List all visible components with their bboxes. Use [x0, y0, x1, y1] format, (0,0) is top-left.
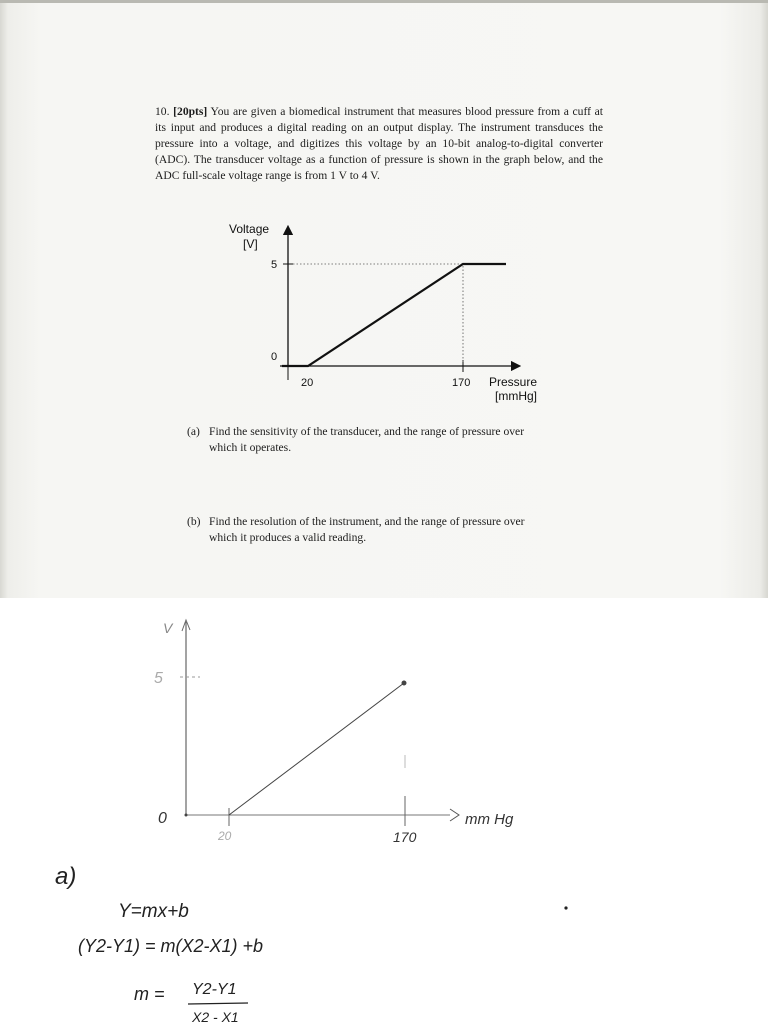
printed-x-tick-170: 170	[452, 377, 471, 389]
printed-y-label-line2: [V]	[243, 237, 258, 251]
hand-y-5: 5	[154, 670, 163, 687]
hand-line	[229, 683, 404, 815]
printed-y-tick-5: 5	[271, 259, 278, 271]
printed-y-label-line1: Voltage	[229, 222, 270, 236]
hand-eq3-num: Y2-Y1	[192, 981, 237, 998]
hand-axis-v: V	[163, 620, 173, 636]
problem-number: 10.	[155, 105, 170, 118]
hand-eq3-lhs: m =	[134, 984, 165, 1004]
hand-line-end-dot	[402, 681, 407, 686]
problem-text: You are given a biomedical instrument that measures blood pressure from a cuff at its input and produces a digital reading on an output display. The instrument transduces the pressure into a voltage, and digitizes this voltage by an 10-bit analog-to-digital converter (ADC). The transducer voltage as a function of pressure is shown in the graph below, and the ADC full-scale voltage range is from 1 V to 4 V.	[155, 105, 604, 182]
printed-x-label-line1: Pressure	[489, 375, 538, 389]
question-b-line2: which it produces a valid reading.	[209, 530, 367, 544]
hand-eq1: Y=mx+b	[118, 901, 189, 922]
hand-x-170: 170	[393, 829, 417, 845]
printed-y-tick-0: 0	[271, 351, 278, 363]
hand-y-0: 0	[158, 810, 167, 827]
printed-x-label-line2: [mmHg]	[495, 389, 537, 403]
hand-part-label: a)	[55, 863, 77, 890]
hand-eq3-den: X2 - X1	[192, 1009, 239, 1024]
question-b-label: (b)	[187, 515, 201, 528]
printed-x-tick-20: 20	[301, 377, 314, 389]
question-a-line1: Find the sensitivity of the transducer, and the range of pressure over	[209, 425, 525, 438]
hand-fraction-bar	[188, 1003, 248, 1004]
question-a-label: (a)	[187, 425, 200, 438]
hand-x-20: 20	[218, 829, 232, 843]
question-b-line1: Find the resolution of the instrument, and the range of pressure over	[209, 515, 525, 528]
problem-points: [20pts]	[173, 105, 208, 118]
hand-x-arrowhead	[450, 809, 459, 821]
hand-stray-dot	[564, 906, 567, 909]
hand-origin-dot	[185, 814, 188, 817]
hand-eq2: (Y2-Y1) = m(X2-X1) +b	[78, 936, 264, 956]
question-a-line2: which it operates.	[209, 440, 292, 454]
hand-x-unit: mm Hg	[465, 811, 514, 828]
